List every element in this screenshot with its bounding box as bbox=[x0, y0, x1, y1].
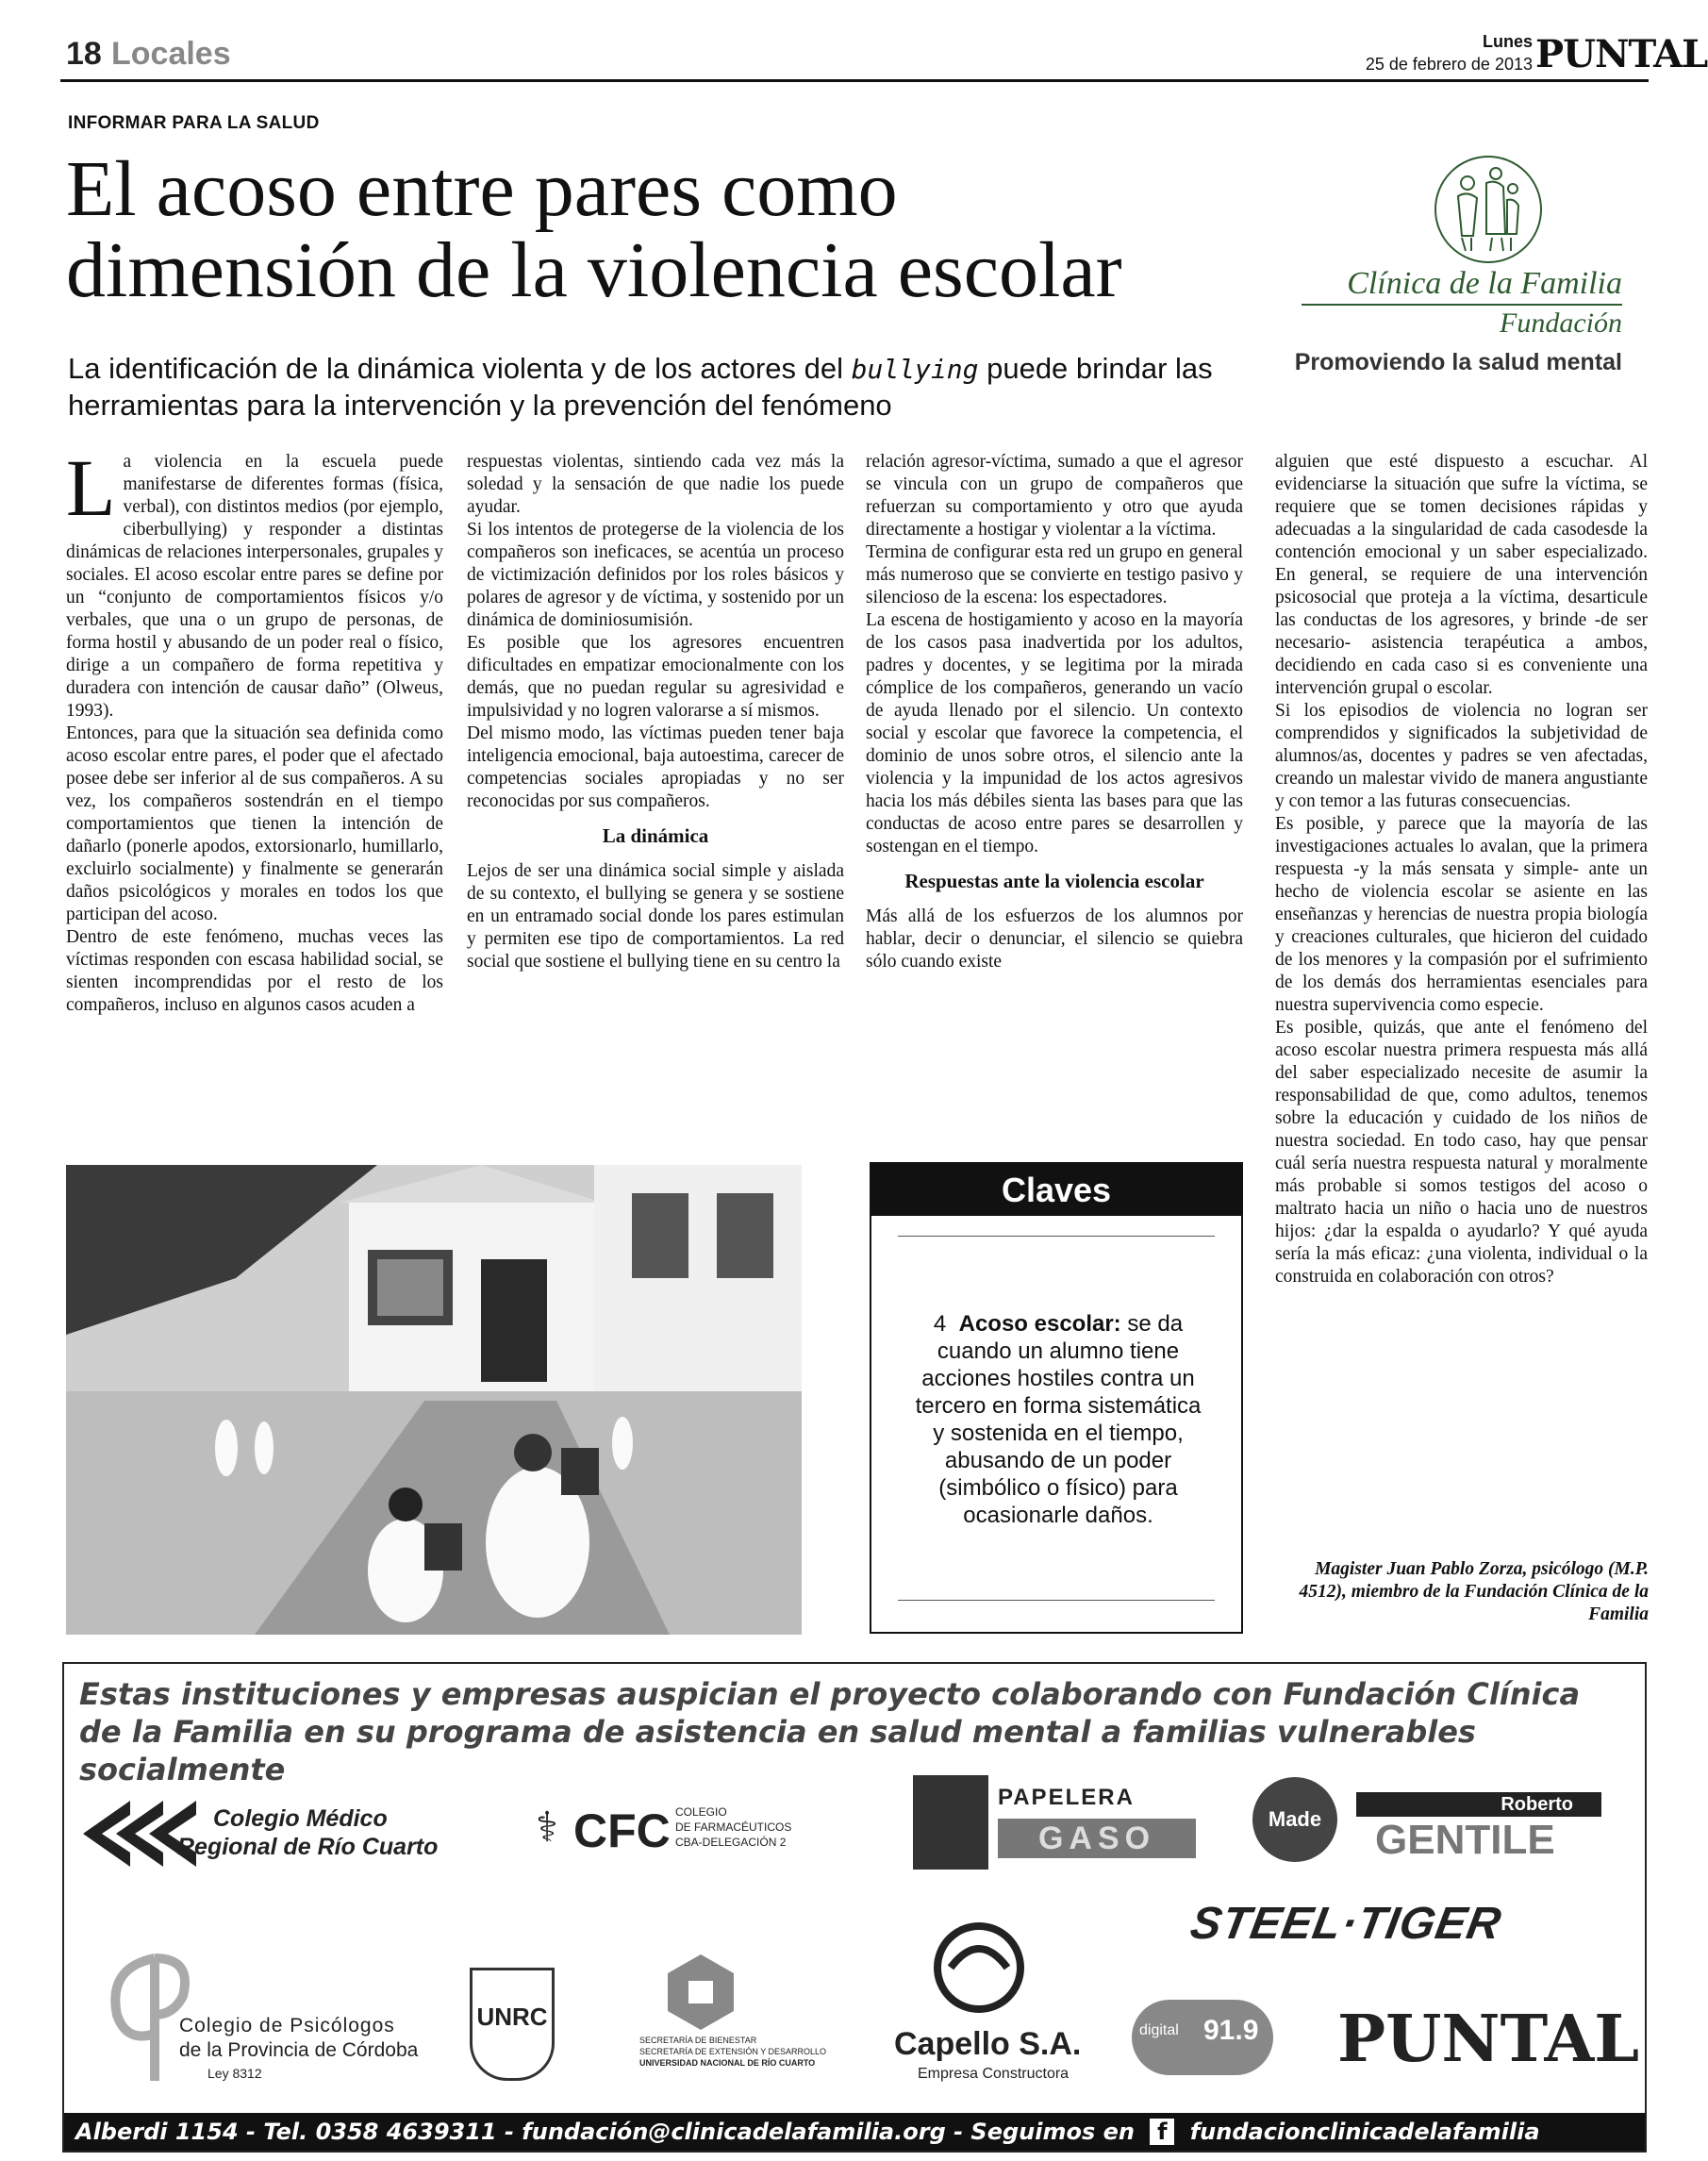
gentile-logo: GENTILE bbox=[1375, 1817, 1555, 1863]
author-signature: Magister Juan Pablo Zorza, psicólogo (M.P. 4512), miembro de la Fundación Clínica de la Familia bbox=[1299, 1559, 1649, 1624]
article-column-3 bbox=[866, 451, 1243, 973]
secretaria-3: UNIVERSIDAD NACIONAL DE RÍO CUARTO bbox=[639, 2058, 816, 2068]
paragraph: Es posible que los agresores encuentren dificultades en empatizar emocionalmente con los demás, que no puedan regular su agresividad e impulsividad y no logren valorarse a sí mismos. bbox=[467, 633, 844, 721]
capello-sub: Empresa Constructora bbox=[918, 2066, 1070, 2082]
clinica-tagline: Promoviendo la salud mental bbox=[1294, 349, 1622, 375]
cfc-logo: CFC bbox=[573, 1804, 671, 1857]
papelera-label: PAPELERA bbox=[998, 1785, 1135, 1810]
paragraph: Entonces, para que la situación sea definida como acoso escolar entre pares, el poder que el afectado posee debe ser inferior al de sus compañeros. A su vez, los compañeros sostendrán en el tiempo comportamientos que tienen la intención de dañarlo (ponerle apodos, extorsionarlo, humillarlo, excluirlo socialmente) y finalmente se generarán daños psicológicos y morales en todos los que participan del acoso. bbox=[66, 723, 443, 924]
paragraph: Si los intentos de protegerse de la violencia de los compañeros son ineficaces, se acentúa un proceso de victimización definidos por los roles básicos y polares de agresor y de víctima, y sostenido por un dinámica de dominiosumisión. bbox=[467, 520, 844, 630]
subheadline bbox=[68, 351, 1294, 424]
paragraph-text: a violencia en la escuela puede manifestarse de diferentes formas (física, verbal), con distintos medios (por ejemplo, ciberbullying) y responder a distintas dinámicas de relaciones interpersonales, grupales y sociales. El acoso escolar entre pares se define por un “conjunto de comportamientos físicos y/o verbales, que una o un grupo de personas, de forma hostil y abusando de un poder real o físico, dirige a un compañero de forma repetitiva y duradera con intención de causar daño” (Olweus, 1993). bbox=[66, 452, 443, 721]
radio-frequency: 91.9 bbox=[1203, 2015, 1259, 2046]
psicologos-law: Ley 8312 bbox=[207, 2066, 262, 2081]
kicker: INFORMAR PARA LA SALUD bbox=[68, 113, 320, 133]
masthead-logo: PUNTAL bbox=[1535, 32, 1708, 76]
section-heading: Respuestas ante la violencia escolar bbox=[904, 870, 1204, 892]
paragraph: Termina de configurar esta red un grupo en general más numeroso que se convierte en testigo pasivo y silencioso de la escena: los espectadores. bbox=[866, 542, 1243, 607]
article-column-4 bbox=[1275, 451, 1648, 1288]
header-rule bbox=[60, 79, 1649, 82]
puntal-logo: PUNTAL bbox=[1337, 2002, 1640, 2077]
sponsor-footer bbox=[64, 2113, 1645, 2151]
school-photo bbox=[66, 1165, 802, 1635]
colegio-medico-region: Regional de Río Cuarto bbox=[177, 1834, 439, 1860]
paragraph: Más allá de los esfuerzos de los alumnos por hablar, decir o denunciar, el silencio se quiebra sólo cuando existe bbox=[866, 906, 1243, 972]
headline bbox=[66, 145, 1283, 314]
paragraph: Es posible, quizás, que ante el fenómeno del acoso escolar nuestra primera respuesta más allá del saber especializado necesite de asumir la responsabilidad de que, como adultos, tenemos sobre la educación y cuidado de los niños de nuestra sociedad. En todo caso, hay que pensar cuál sería nuestra respuesta natural y moralmente más probable si somos testigos del acoso o maltrato hacia un niño o hacia uno de nuestros hijos: ¿dar la espalda o ayudarlo? Y qué ayuda sería la más eficaz: ¿una violenta, individual o la construida en colaboración con otros? bbox=[1275, 1018, 1648, 1287]
claves-rule bbox=[898, 1236, 1215, 1237]
paragraph: Es posible, y parece que la mayoría de las investigaciones actuales lo avalan, que la primera respuesta -y la más sensata y simple- ante un hecho de violencia escolar se asiente en las enseñanzas y herencias de nuestra propia biología y creaciones culturales, que hicieron del cuidado de los menores y la compasión por el sufrimiento de los demás dos herramientas esenciales para nuestra supervivencia como especie. bbox=[1275, 814, 1648, 1015]
capello-name: Capello S.A. bbox=[894, 2026, 1082, 2062]
facebook-handle: fundacionclinicadelafamilia bbox=[1189, 2119, 1540, 2145]
bullet-icon: 4 bbox=[933, 1311, 947, 1337]
contact-info: Alberdi 1154 - Tel. 0358 4639311 - fundación@clinicadelafamilia.org - Seguimos en bbox=[75, 2119, 1135, 2145]
section-name: Locales bbox=[111, 36, 231, 72]
paragraph: Dentro de este fenómeno, muchas veces las víctimas responden con escasa habilidad social, se sienten incomprendidas por el resto de los compañeros, incluso en algunos casos acuden a bbox=[66, 927, 443, 1015]
paragraph: La escena de hostigamiento y acoso en la mayoría de los casos pasa inadvertida por los adultos, padres y docentes, y se legitima por la mirada cómplice de los compañeros, generando un vacío de ayuda llenado por el silencio. Un contexto social y escolar que favorece la competencia, el dominio de unos sobre otros, el silencio ante la violencia y la impunidad de los actos agresivos hacia los más débiles sienta las bases para que las conductas de acoso entre pares se desarrollen y sostengan en el tiempo. bbox=[866, 610, 1243, 856]
radio-digital: digital bbox=[1139, 2022, 1179, 2038]
paragraph: alguien que esté dispuesto a escuchar. Al evidenciarse la situación que sufre la víctima, se requiere que se tomen decisiones rápidas y adecuadas a la singularidad de cada casodesde la contención emocional y un saber especializado. En general, se requiere de una intervención psicosocial que proteja a la víctima, desarticule las conductas de los agresores, y brinde -de ser necesario- asistencia terapéutica a ambos, decidiendo en cada caso si es conveniente una intervención grupal o escolar. bbox=[1275, 452, 1648, 698]
secretaria-2: SECRETARÍA DE EXTENSIÓN Y DESARROLLO bbox=[639, 2047, 827, 2056]
subheadline-text-b: puede brindar las herramientas para la intervención y la prevención del fenómeno bbox=[68, 352, 1213, 422]
claves-title: Claves bbox=[871, 1164, 1241, 1216]
cfc-sub-1: COLEGIO bbox=[675, 1805, 727, 1819]
cfc-sub-3: CBA-DELEGACIÓN 2 bbox=[675, 1836, 787, 1849]
pharmacy-icon: ⚕ bbox=[536, 1804, 558, 1851]
paragraph: Lejos de ser una dinámica social simple y aislada de su contexto, el bullying se genera y se sostiene en un entramado social donde los pares estimulan y permiten ese tipo de comportamientos. La red social que sostiene el bullying tiene en su centro la bbox=[467, 861, 844, 972]
facebook-icon: f bbox=[1150, 2119, 1174, 2145]
paragraph: Si los episodios de violencia no logran ser comprendidos y significados la subjetividad de alumnos/as, docentes y padres se ven afectadas, creando un malestar vivido de manera angustiante y con temor a las futuras consecuencias. bbox=[1275, 701, 1648, 811]
claves-term: Acoso escolar: bbox=[958, 1311, 1121, 1337]
paragraph: Del mismo modo, las víctimas pueden tener baja inteligencia emocional, baja autoestima, carecer de competencias sociales apropiadas y no ser reconocidas por sus compañeros. bbox=[467, 723, 844, 811]
headline-line-2: dimensión de la violencia escolar bbox=[66, 226, 1122, 314]
colegio-medico-name: Colegio Médico bbox=[213, 1805, 388, 1832]
secretaria-1: SECRETARÍA DE BIENESTAR bbox=[639, 2036, 757, 2045]
claves-item bbox=[909, 1310, 1207, 1529]
made-logo: Made bbox=[1252, 1777, 1337, 1862]
drop-cap: L bbox=[66, 442, 116, 533]
claves-box bbox=[870, 1162, 1243, 1634]
sponsor-box bbox=[62, 1662, 1647, 2153]
subheadline-text-a: La identificación de la dinámica violenta y de los actores del bbox=[68, 352, 843, 385]
paragraph: respuestas violentas, sintiendo cada vez más la soledad y la sensación de que nadie los puede ayudar. bbox=[467, 452, 844, 517]
article-column-2 bbox=[467, 451, 844, 973]
article-column-1 bbox=[66, 442, 443, 1017]
issue-date: 25 de febrero de 2013 bbox=[1365, 55, 1533, 74]
logo-rule bbox=[1302, 304, 1622, 306]
papelera-logo-icon bbox=[913, 1775, 988, 1870]
subheadline-emphasis: bullying bbox=[851, 354, 979, 385]
roberto-label: Roberto bbox=[1356, 1792, 1601, 1817]
paragraph: relación agresor-víctima, sumado a que el agresor se vincula con un grupo de compañeros que refuerzan su comportamiento y otro que ayuda directamente a hostigar y violentar a la víctima. bbox=[866, 452, 1243, 540]
clinica-fundacion: Fundación bbox=[1500, 308, 1622, 339]
psicologos-name: Colegio de Psicólogos bbox=[179, 2015, 395, 2036]
gaso-logo: GASO bbox=[998, 1819, 1196, 1858]
sponsor-heading: Estas instituciones y empresas auspician el proyecto colaborando con Fundación Clínica de la Familia en su programa de asistencia en salud mental a familias vulnerables socialmente bbox=[79, 1676, 1581, 1787]
capello-logo-icon bbox=[932, 1920, 1026, 2015]
steel-tiger-logo: STEEL·TIGER bbox=[1186, 1899, 1506, 1949]
cfc-sub-2: DE FARMACÉUTICOS bbox=[675, 1820, 792, 1834]
unrc-logo: UNRC bbox=[470, 1968, 555, 2081]
claves-definition: se da cuando un alumno tiene acciones hostiles contra un tercero en forma sistemática y sostenida en el tiempo, abusando de un poder (simbólico o físico) para ocasionarle daños. bbox=[915, 1311, 1202, 1528]
issue-day: Lunes bbox=[1482, 32, 1533, 51]
headline-line-1: El acoso entre pares como bbox=[66, 145, 898, 233]
secretaria-logo-icon bbox=[668, 1954, 734, 2030]
clinica-name: Clínica de la Familia bbox=[1347, 266, 1622, 301]
paragraph bbox=[66, 442, 443, 723]
claves-rule bbox=[898, 1600, 1215, 1601]
section-heading: La dinámica bbox=[602, 824, 709, 847]
page-number: 18 bbox=[66, 36, 102, 72]
psicologos-province: de la Provincia de Córdoba bbox=[179, 2039, 419, 2061]
